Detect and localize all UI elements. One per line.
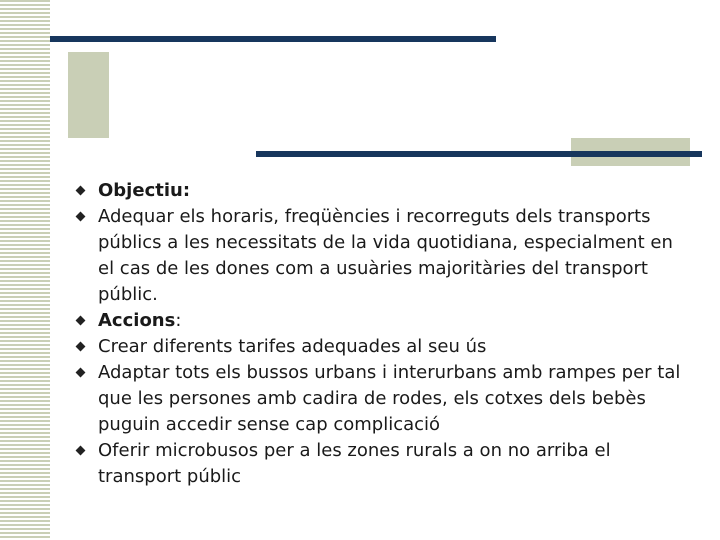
action-microbusos: Oferir microbusos per a les zones rurals a on no arriba el transport públic — [98, 440, 611, 487]
middle-rule — [256, 151, 702, 157]
list-item-goal — [73, 204, 683, 308]
decorative-stripe-band — [0, 0, 50, 540]
heading-accions-colon: : — [175, 310, 182, 331]
list-item-microbusos — [73, 438, 683, 490]
diamond-bullet-icon — [76, 186, 86, 196]
diamond-bullet-icon — [76, 368, 86, 378]
action-rampes: Adaptar tots els bussos urbans i interurbans amb rampes per tal que les persones amb cadira de rodes, els cotxes dels bebès puguin accedir sense cap complicació — [98, 362, 681, 435]
heading-accions: Accions — [98, 310, 176, 331]
top-rule — [50, 36, 496, 42]
goal-text: Adequar els horaris, freqüències i recorreguts dels transports públics a les necessitats de la vida quotidiana, especialment en el cas de les dones com a usuàries majoritàries del transport públic. — [98, 206, 673, 305]
bullet-list — [73, 178, 683, 490]
heading-objectiu: Objectiu: — [98, 180, 191, 201]
list-item-accions — [73, 308, 683, 334]
diamond-bullet-icon — [76, 342, 86, 352]
diamond-bullet-icon — [76, 212, 86, 222]
diamond-bullet-icon — [76, 446, 86, 456]
diamond-bullet-icon — [76, 316, 86, 326]
list-item-objectiu — [73, 178, 683, 204]
list-item-rampes — [73, 360, 683, 438]
action-tarifes: Crear diferents tarifes adequades al seu ús — [98, 336, 487, 357]
decorative-olive-block — [68, 52, 109, 138]
list-item-tarifes — [73, 334, 683, 360]
